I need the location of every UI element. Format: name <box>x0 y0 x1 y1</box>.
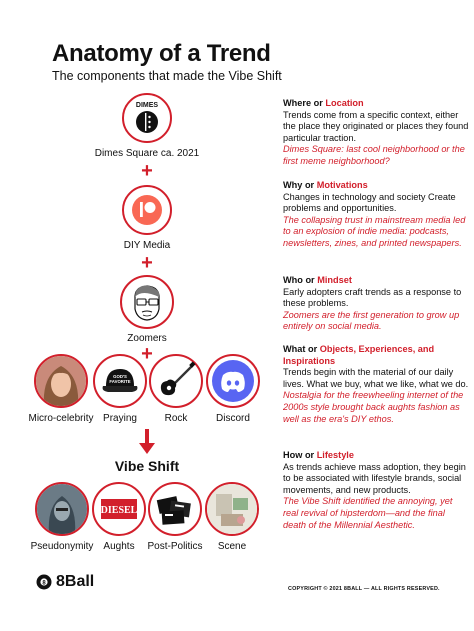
section-heading: Who or Mindset <box>283 275 352 285</box>
node-label-diy-media: DIY Media <box>123 240 171 251</box>
row-label-discord: Discord <box>216 413 250 424</box>
eight-ball-icon <box>36 574 52 590</box>
node-label-dimes: Dimes Square ca. 2021 <box>94 148 200 159</box>
row-label-micro-celebrity: Micro-celebrity <box>28 413 94 424</box>
section-example: Nostalgia for the freewheeling internet of the 2000s style brought back aughts fashion as well as the era's DIY ethos. <box>283 390 464 424</box>
bottom-label-post-politics: Post-Politics <box>147 541 203 552</box>
plus-icon: + <box>141 343 153 365</box>
brand-name: 8Ball <box>56 573 95 590</box>
node-label-zoomers: Zoomers <box>127 333 167 344</box>
section-heading: Why or Motivations <box>283 180 368 190</box>
pseudonymity-node <box>35 482 89 536</box>
cards-icon <box>150 484 200 534</box>
diy-media-node <box>122 185 172 235</box>
portrait-photo-icon <box>36 356 86 406</box>
bottom-label-scene: Scene <box>217 541 247 552</box>
brand-logo <box>36 573 94 591</box>
collage-photo-icon <box>207 484 257 534</box>
diesel-logo-icon <box>94 484 144 534</box>
masked-figure-icon <box>37 484 87 534</box>
plus-icon: + <box>141 252 153 274</box>
post-politics-node <box>148 482 202 536</box>
dimes-logo-icon <box>124 95 170 141</box>
section-mindset <box>283 275 469 333</box>
copyright-text: COPYRIGHT © 2021 8BALL — ALL RIGHTS RESERVED. <box>288 586 440 592</box>
micro-celebrity-node <box>34 354 88 408</box>
section-location <box>283 98 469 168</box>
zoomer-face-icon <box>122 277 172 327</box>
bottom-label-pseudonymity: Pseudonymity <box>30 541 94 552</box>
arrow-down-icon <box>139 429 155 455</box>
guitar-icon <box>151 356 201 406</box>
dimes-logo-text: DIMES <box>135 102 159 109</box>
vibe-shift-heading: Vibe Shift <box>114 458 180 474</box>
patreon-icon <box>124 187 170 233</box>
section-example: The Vibe Shift identified the annoying, yet real revival of hipsterdom—and the final death of the Millennial Aesthetic. <box>283 496 453 530</box>
row-label-praying: Praying <box>103 413 137 424</box>
section-body: Early adopters craft trends as a response to these problems. <box>283 286 462 309</box>
svg-text:8: 8 <box>42 580 46 587</box>
cap-text-line-1: GOD'S <box>113 374 127 379</box>
dimes-square-node <box>122 93 172 143</box>
section-heading: What or Objects, Experiences, and Inspirations <box>283 344 435 366</box>
row-label-rock: Rock <box>164 413 188 424</box>
section-example: Zoomers are the first generation to grow up entirely on social media. <box>283 309 460 332</box>
section-motivations <box>283 180 469 250</box>
page-subtitle: The components that made the Vibe Shift <box>52 69 282 83</box>
section-body: Trends come from a specific context, either the place they originated or places they found particular traction. <box>283 109 469 143</box>
page-title: Anatomy of a Trend <box>52 40 271 67</box>
cap-text-line-2: FAVORITE <box>109 379 131 384</box>
discord-node <box>206 354 260 408</box>
scene-node <box>205 482 259 536</box>
diesel-logo-text: DIESEL <box>100 505 138 516</box>
aughts-node <box>92 482 146 536</box>
praying-node <box>93 354 147 408</box>
discord-icon <box>208 356 258 406</box>
section-body: Changes in technology and society Create problems and opportunities. <box>283 191 456 214</box>
section-body: Trends begin with the material of our daily lives. What we buy, what we like, what we do. <box>283 367 469 389</box>
plus-icon: + <box>141 160 153 182</box>
section-body: As trends achieve mass adoption, they begin to be associated with lifestyle brands, social movements, and new products. <box>283 461 466 495</box>
section-heading: Where or Location <box>283 98 364 108</box>
section-heading: How or Lifestyle <box>283 450 354 460</box>
section-example: The collapsing trust in mainstream media led to an explosion of indie media: podcasts, newsletters, zines, and printed newspapers. <box>283 214 466 248</box>
section-example: Dimes Square: last cool neighborhood or the first meme neighborhood? <box>283 144 465 166</box>
bottom-label-aughts: Aughts <box>103 541 135 552</box>
section-objects <box>283 344 469 425</box>
rock-node <box>149 354 203 408</box>
section-lifestyle <box>283 450 469 531</box>
cap-icon <box>95 356 145 406</box>
zoomers-node <box>120 275 174 329</box>
